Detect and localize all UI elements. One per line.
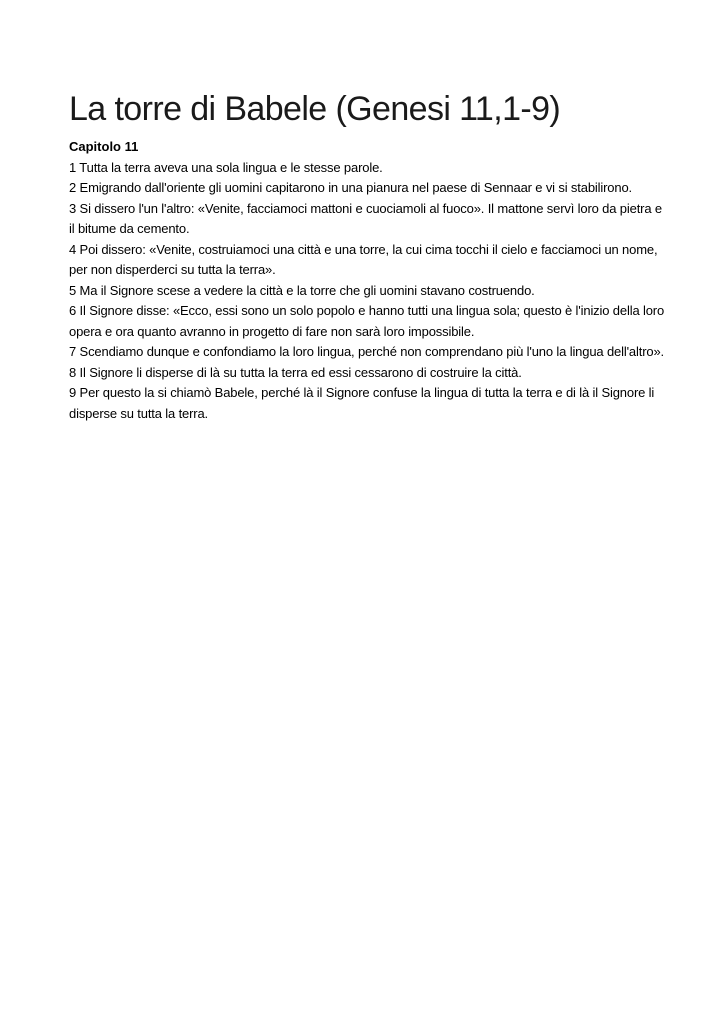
verse-list — [69, 158, 669, 425]
document-title: La torre di Babele (Genesi 11,1-9) — [69, 90, 561, 128]
verse-2: 2 Emigrando dall'oriente gli uomini capitarono in una pianura nel paese di Sennaar e vi si stabilirono. — [69, 180, 632, 195]
chapter-heading: Capitolo 11 — [69, 139, 139, 154]
verse-4: 4 Poi dissero: «Venite, costruiamoci una città e una torre, la cui cima tocchi il cielo e facciamoci un nome, per non disperderci su tutta la terra». — [69, 241, 658, 277]
verse-1: 1 Tutta la terra aveva una sola lingua e le stesse parole. — [69, 159, 383, 175]
verse-6: 6 Il Signore disse: «Ecco, essi sono un solo popolo e hanno tutti una lingua sola; questo è l'inizio della loro opera e ora quanto avranno in progetto di fare non sarà loro impossibile. — [69, 303, 665, 339]
document-body — [69, 88, 669, 424]
verse-7: 7 Scendiamo dunque e confondiamo la loro lingua, perché non comprendano più l'uno la lingua dell'altro». — [69, 344, 665, 359]
verse-5: 5 Ma il Signore scese a vedere la città e la torre che gli uomini stavano costruendo. — [69, 282, 535, 298]
verse-9: 9 Per questo la si chiamò Babele, perché là il Signore confuse la lingua di tutta la terra e di là il Signore li disperse su tutta la terra. — [69, 385, 655, 421]
verse-3: 3 Si dissero l'un l'altro: «Venite, facciamoci mattoni e cuociamoli al fuoco». Il mattone servì loro da pietra e il bitume da cemento. — [69, 200, 662, 236]
verse-8: 8 Il Signore li disperse di là su tutta la terra ed essi cessarono di costruire la città. — [69, 364, 522, 380]
